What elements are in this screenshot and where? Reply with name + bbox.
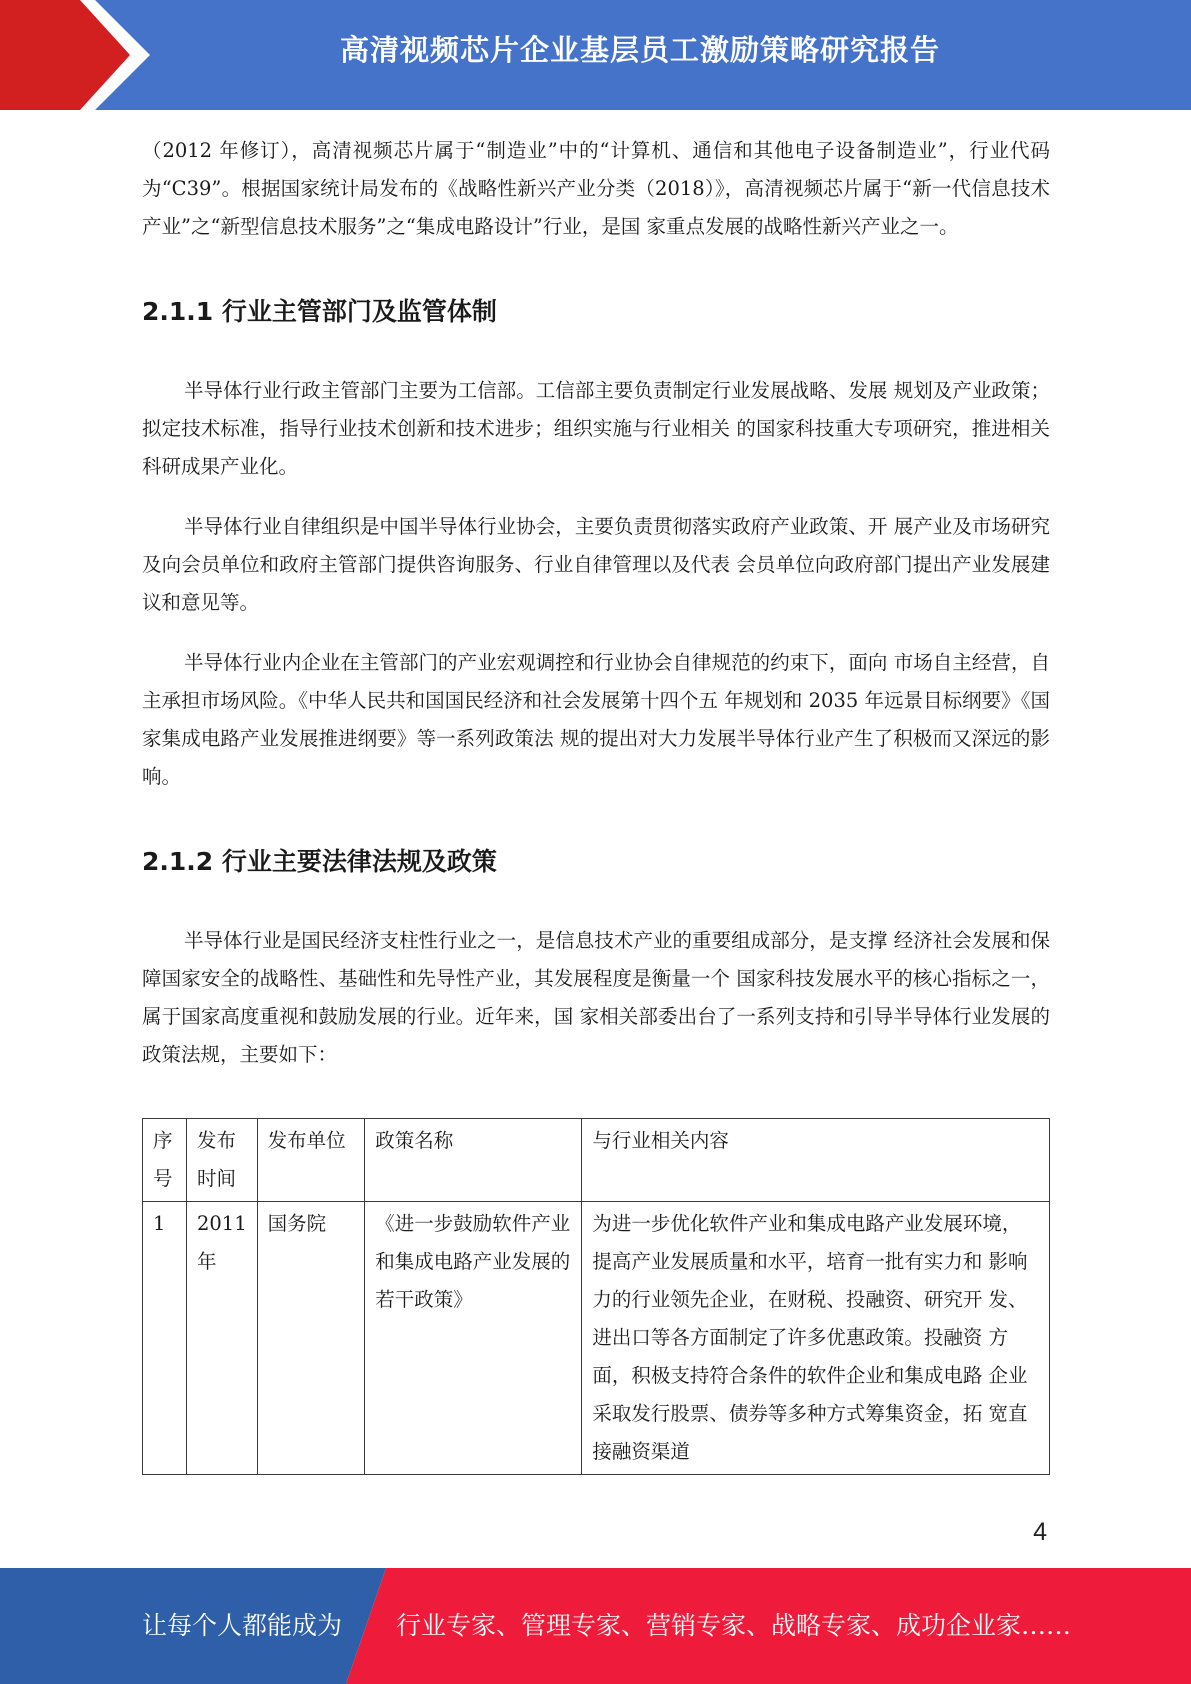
paragraph-regulator: 半导体行业行政主管部门主要为工信部。工信部主要负责制定行业发展战略、发展 规划及产业政策；拟定技术标准，指导行业技术创新和技术进步；组织实施与行业相关 的国家科技重大专项研究，推进相关科研成果产业化。 — [142, 379, 1050, 478]
intro-paragraph: （2012 年修订），高清视频芯片属于“制造业”中的“计算机、通信和其他电子设备制造业”，行业代码为“C39”。根据国家统计局发布的《战略性新兴产业分类（2018）》，高清视频芯片属于“新一代信息技术产业”之“新型信息技术服务”之“集成电路设计”行业，是国 家重点发展的战略性新兴产业之一。 — [142, 139, 1050, 238]
header-cell-content: 与行业相关内容 — [582, 1119, 1050, 1202]
section-heading-2-1-2: 2.1.2 行业主要法律法规及政策 — [142, 847, 497, 876]
report-title: 高清视频芯片企业基层员工激励策略研究报告 — [339, 33, 940, 67]
header-cell-issuer: 发布单位 — [257, 1119, 365, 1202]
paragraph-association: 半导体行业自律组织是中国半导体行业协会，主要负责贯彻落实政府产业政策、开 展产业及市场研究及向会员单位和政府主管部门提供咨询服务、行业自律管理以及代表 会员单位向政府部门提出产业发展建议和意见等。 — [142, 515, 1050, 614]
page-header — [0, 0, 1191, 110]
cell-content: 为进一步优化软件产业和集成电路产业发展环境，提高产业发展质量和水平，培育一批有实力和 影响力的行业领先企业，在财税、投融资、研究开 发、进出口等各方面制定了许多优惠政策。投融资 方面，积极支持符合条件的软件企业和集成电路 企业采取发行股票、债券等多种方式筹集资金，拓 宽直接融资渠道 — [582, 1202, 1050, 1475]
cell-policy-name: 《进一步鼓励软件产业和集成电路产业发展的若干政策》 — [365, 1202, 582, 1475]
section-heading-2-1-1: 2.1.1 行业主管部门及监管体制 — [142, 297, 497, 326]
cell-no: 1 — [143, 1202, 187, 1475]
header-cell-date: 发布时间 — [186, 1119, 257, 1202]
footer-slogan-right: 行业专家、管理专家、营销专家、战略专家、成功企业家…… — [396, 1611, 1072, 1640]
paragraph-enterprises: 半导体行业内企业在主管部门的产业宏观调控和行业协会自律规范的约束下，面向 市场自主经营，自主承担市场风险。《中华人民共和国国民经济和社会发展第十四个五 年规划和 2035 年远景目标纲要》《国家集成电路产业发展推进纲要》等一系列政策法 规的提出对大力发展半导体行业产生了积极而又深远的影响。 — [142, 651, 1050, 788]
cell-issuer: 国务院 — [257, 1202, 365, 1475]
policy-table — [142, 1118, 1050, 1475]
header-cell-policy-name: 政策名称 — [365, 1119, 582, 1202]
paragraph-policy-intro: 半导体行业是国民经济支柱性行业之一，是信息技术产业的重要组成部分，是支撑 经济社会发展和保障国家安全的战略性、基础性和先导性产业，其发展程度是衡量一个 国家科技发展水平的核心指标之一，属于国家高度重视和鼓励发展的行业。近年来，国 家相关部委出台了一系列支持和引导半导体行业发展的政策法规，主要如下： — [142, 929, 1050, 1066]
page-number: 4 — [1033, 1518, 1047, 1546]
table-row — [143, 1202, 1050, 1475]
cell-date: 2011 年 — [186, 1202, 257, 1475]
header-cell-no: 序号 — [143, 1119, 187, 1202]
page-body — [142, 132, 1050, 1475]
page-footer — [0, 1568, 1191, 1684]
table-header-row — [143, 1119, 1050, 1202]
footer-slogan-left: 让每个人都能成为 — [142, 1611, 343, 1640]
